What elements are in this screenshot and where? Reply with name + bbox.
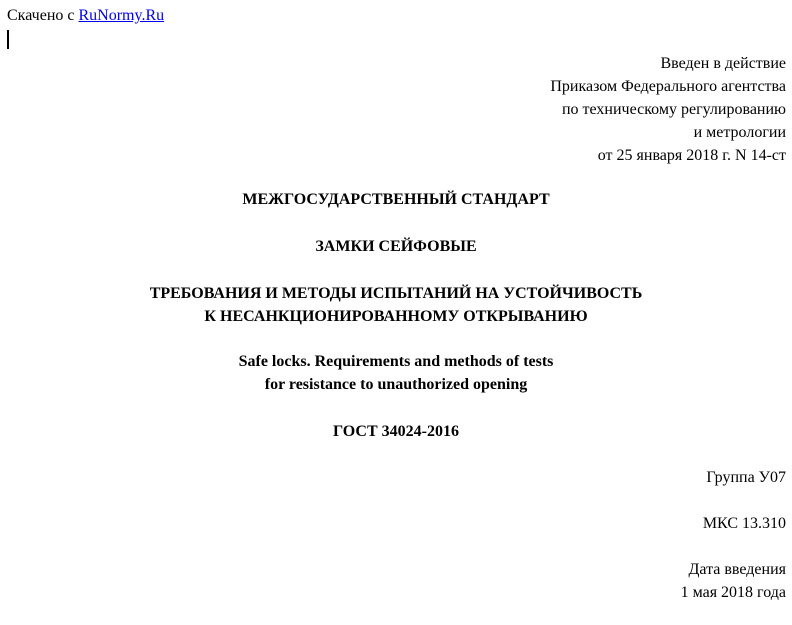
enactment-line: Введен в действие bbox=[660, 55, 786, 72]
mks-code: МКС 13.310 bbox=[702, 515, 786, 532]
introduction-date-block bbox=[681, 558, 786, 604]
text-cursor bbox=[7, 30, 9, 49]
enactment-line: от 25 января 2018 г. N 14-ст bbox=[597, 147, 786, 164]
source-prefix: Скачено с bbox=[7, 7, 79, 24]
introduction-date: 1 мая 2018 года bbox=[680, 584, 786, 601]
source-link[interactable]: RuNormy.Ru bbox=[78, 7, 165, 24]
english-title bbox=[0, 350, 792, 396]
source-line bbox=[7, 6, 164, 26]
enactment-line: по техническому регулированию bbox=[561, 101, 786, 118]
enactment-block bbox=[550, 52, 786, 167]
enactment-line: Приказом Федерального агентства bbox=[550, 78, 786, 95]
standard-code: ГОСТ 34024-2016 bbox=[333, 423, 459, 440]
subtitle-line-2: К НЕСАНКЦИОНИРОВАННОМУ ОТКРЫВАНИЮ bbox=[204, 308, 588, 325]
subtitle-line-1: ТРЕБОВАНИЯ И МЕТОДЫ ИСПЫТАНИЙ НА УСТОЙЧИВОСТЬ bbox=[149, 285, 643, 302]
standard-type: МЕЖГОСУДАРСТВЕННЫЙ СТАНДАРТ bbox=[242, 191, 550, 208]
standard-name: ЗАМКИ СЕЙФОВЫЕ bbox=[315, 238, 477, 255]
english-title-line-1: Safe locks. Requirements and methods of tests bbox=[238, 353, 554, 370]
enactment-line: и метрологии bbox=[693, 124, 786, 141]
introduction-label: Дата введения bbox=[688, 561, 786, 578]
group-code: Группа У07 bbox=[706, 469, 786, 486]
standard-subtitle bbox=[0, 282, 792, 328]
english-title-line-2: for resistance to unauthorized opening bbox=[264, 376, 528, 393]
